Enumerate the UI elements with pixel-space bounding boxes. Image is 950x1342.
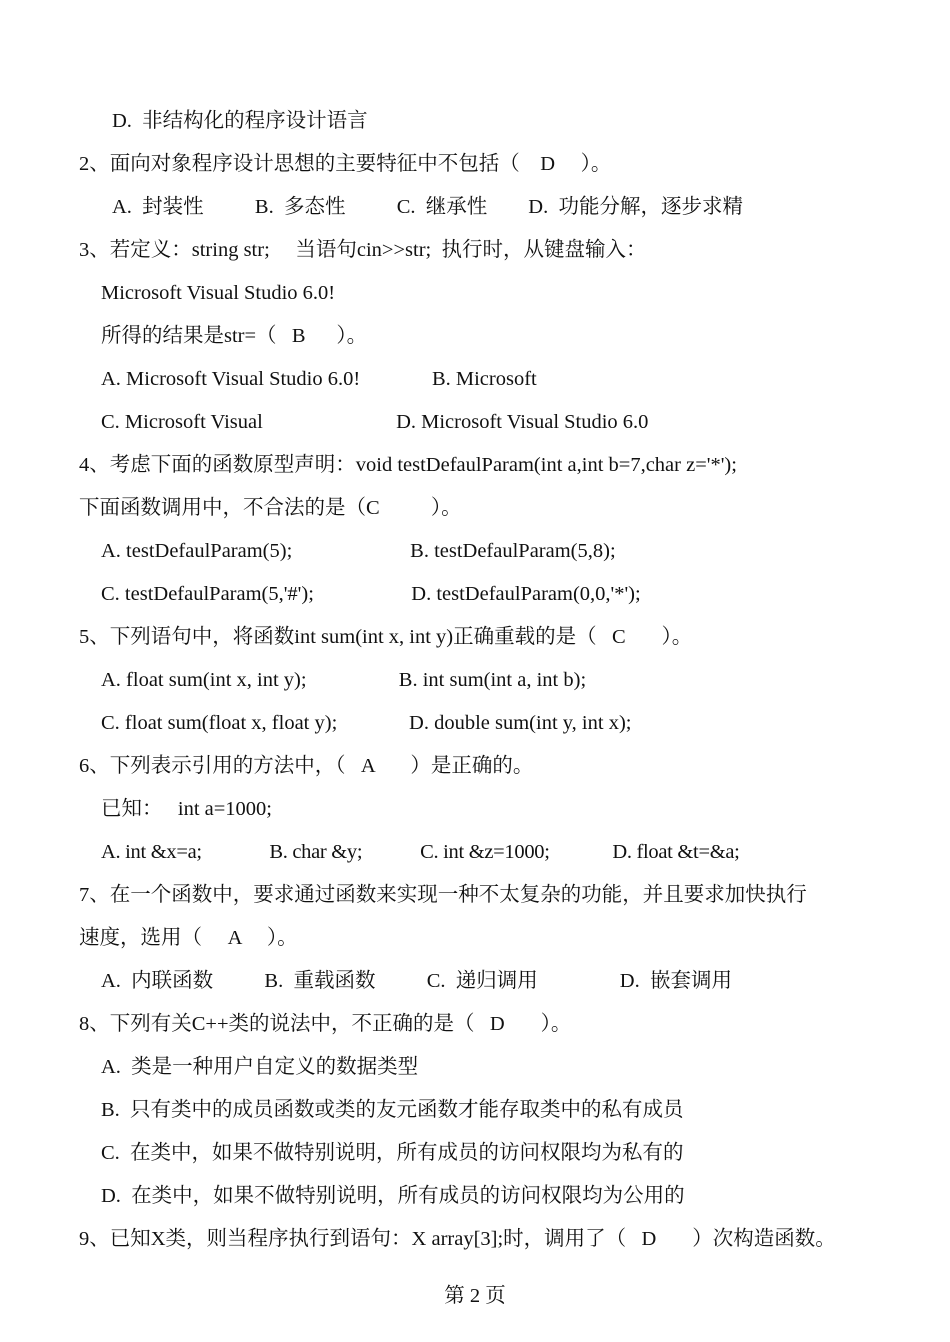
text-line: 下面函数调用中，不合法的是（C ）。 [79,497,462,519]
option-line: A. Microsoft Visual Studio 6.0! B. Microsoft [101,368,537,390]
page-number: 第 2 页 [444,1285,506,1307]
option-line: D. 在类中，如果不做特别说明，所有成员的访问权限均为公用的 [101,1185,685,1207]
option-line: A. float sum(int x, int y); B. int sum(int a, int b); [101,669,587,691]
option-line: B. 只有类中的成员函数或类的友元函数才能存取类中的私有成员 [101,1099,684,1121]
option-line: C. 在类中，如果不做特别说明，所有成员的访问权限均为私有的 [101,1142,684,1164]
option-line: A. 内联函数 B. 重载函数 C. 递归调用 D. 嵌套调用 [101,970,732,992]
text-line: Microsoft Visual Studio 6.0! [101,282,336,304]
question-line: 7、在一个函数中，要求通过函数来实现一种不太复杂的功能，并且要求加快执行 [79,884,807,906]
text-line: 速度，选用（ A ）。 [79,927,298,949]
question-line: 4、考虑下面的函数原型声明：void testDefaulParam(int a,int b=7,char z='*'); [79,454,737,476]
question-line: 2、面向对象程序设计思想的主要特征中不包括（ D ）。 [79,153,612,175]
option-line: A. int &x=a; B. char &y; C. int &z=1000; D. float &t=&a; [101,841,740,863]
question-line: 3、若定义：string str; 当语句cin>>str; 执行时，从键盘输入： [79,239,647,261]
question-line: 6、下列表示引用的方法中，（ A ）是正确的。 [79,755,534,777]
text-line: 所得的结果是str=（ B ）。 [101,325,368,347]
question-line: 5、下列语句中，将函数int sum(int x, int y)正确重载的是（ C ）。 [79,626,693,648]
option-line: A. testDefaulParam(5); B. testDefaulParam(5,8); [101,540,616,562]
text-line: D. 非结构化的程序设计语言 [112,110,368,132]
text-line: 已知： int a=1000; [101,798,272,820]
option-line: A. 类是一种用户自定义的数据类型 [101,1056,419,1078]
option-line: C. float sum(float x, float y); D. double sum(int y, int x); [101,712,632,734]
option-line: C. Microsoft Visual D. Microsoft Visual Studio 6.0 [101,411,649,433]
question-line: 9、已知X类，则当程序执行到语句：X array[3];时，调用了（ D ）次构造函数。 [79,1228,836,1250]
option-line: A. 封装性 B. 多态性 C. 继承性 D. 功能分解，逐步求精 [112,196,743,218]
question-line: 8、下列有关C++类的说法中，不正确的是（ D ）。 [79,1013,572,1035]
option-line: C. testDefaulParam(5,'#'); D. testDefaulParam(0,0,'*'); [101,583,641,605]
